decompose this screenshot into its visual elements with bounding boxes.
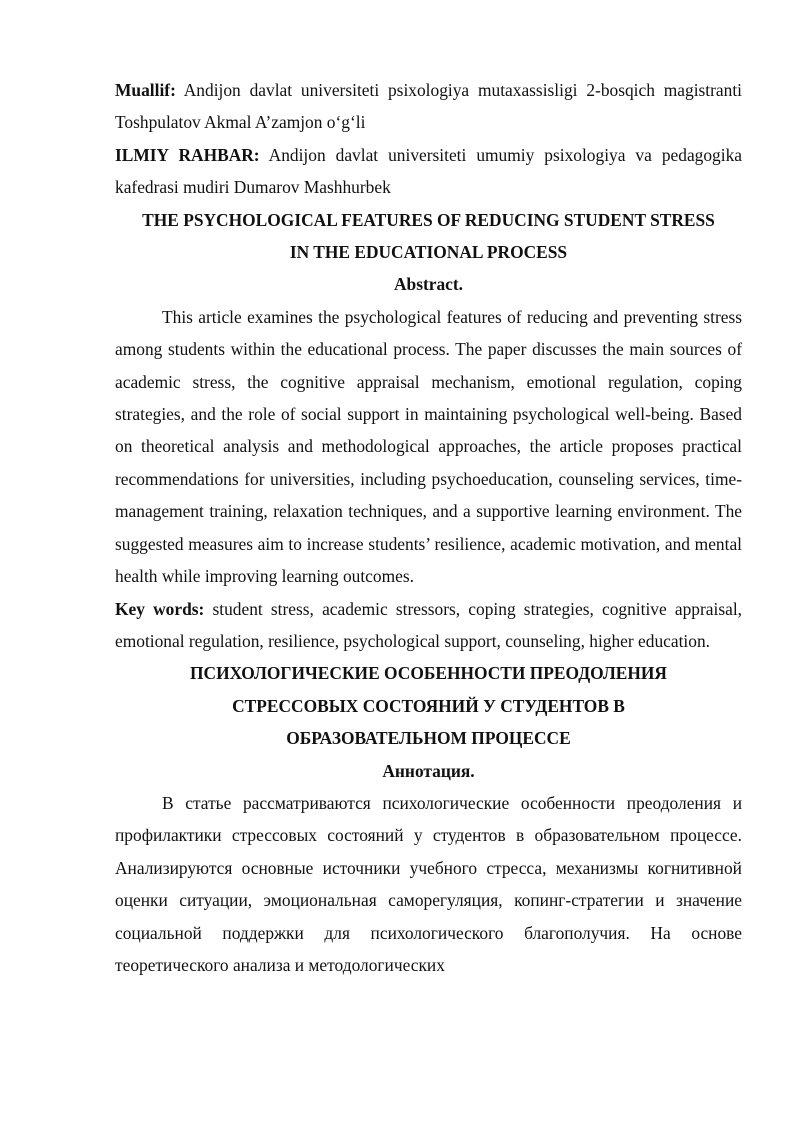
author-text: Andijon davlat universiteti psixologiya mutaxassisligi 2-bosqich magistranti Toshpulatov Akmal A’zamjon o‘g‘li bbox=[115, 80, 742, 133]
keywords-label: Key words: bbox=[115, 598, 205, 619]
supervisor-line bbox=[115, 139, 742, 204]
keywords-text: student stress, academic stressors, coping strategies, cognitive appraisal, emotional regulation, resilience, psychological support, counseling, higher education. bbox=[115, 598, 742, 651]
english-title-line-1: THE PSYCHOLOGICAL FEATURES OF REDUCING STUDENT STRESS bbox=[142, 209, 715, 230]
supervisor-text: Andijon davlat universiteti umumiy psixologiya va pedagogika kafedrasi mudiri Dumarov Mashhurbek bbox=[115, 144, 742, 198]
russian-title-line-3: ОБРАЗОВАТЕЛЬНОМ ПРОЦЕССЕ bbox=[286, 728, 571, 749]
english-abstract-heading: Abstract. bbox=[393, 274, 464, 295]
english-keywords bbox=[115, 593, 742, 658]
russian-title-line-1: ПСИХОЛОГИЧЕСКИЕ ОСОБЕННОСТИ ПРЕОДОЛЕНИЯ bbox=[190, 663, 667, 684]
author-line bbox=[115, 74, 742, 139]
english-title-line-2: IN THE EDUCATIONAL PROCESS bbox=[289, 242, 568, 263]
russian-abstract-text: В статье рассматриваются психологические особенности преодоления и профилактики стрессовых состояний у студентов в образовательном процессе. Анализируются основные источники учебного стресса, механизмы когнитивной оценки ситуации, эмоциональная саморегуляция, копинг-стратегии и значение социальной поддержки для психологического благополучия. На основе теоретического анализа и методологических bbox=[115, 792, 742, 975]
author-label: Muallif: bbox=[115, 80, 176, 100]
russian-title-line-2: СТРЕССОВЫХ СОСТОЯНИЙ У СТУДЕНТОВ В bbox=[232, 695, 625, 716]
russian-abstract-heading: Аннотация. bbox=[382, 760, 475, 781]
supervisor-label: ILMIY RAHBAR: bbox=[115, 144, 260, 165]
english-abstract-text: This article examines the psychological features of reducing and preventing stress among students within the educational process. The paper discusses the main sources of academic stress, the cognitive appraisal mechanism, emotional regulation, coping strategies, and the role of social support in maintaining psychological well-being. Based on theoretical analysis and methodological approaches, the article proposes practical recommendations for universities, including psychoeducation, counseling services, time-management training, relaxation techniques, and a supportive learning environment. The suggested measures aim to increase students’ resilience, academic motivation, and mental health while improving learning outcomes. bbox=[115, 306, 742, 587]
paper-page bbox=[115, 74, 742, 981]
